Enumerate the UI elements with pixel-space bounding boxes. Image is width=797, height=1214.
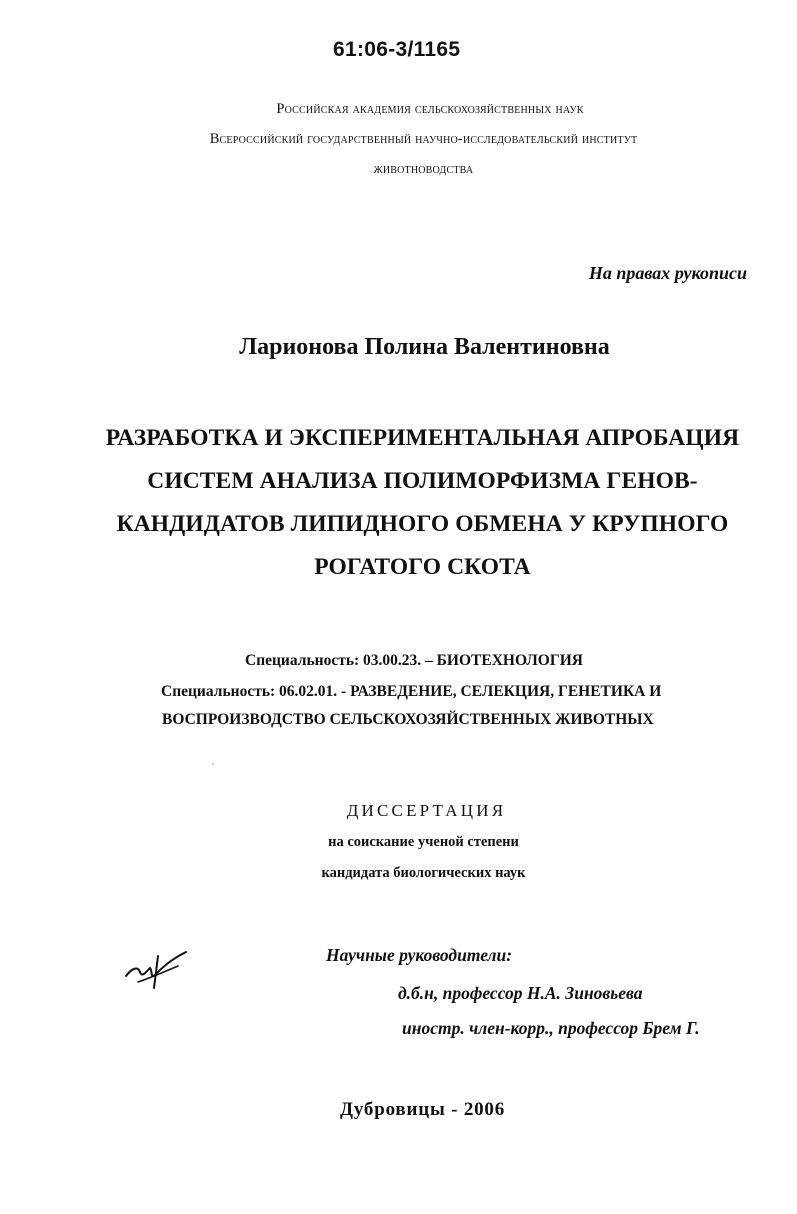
- institution-line-3: животноводства: [373, 161, 474, 177]
- title-line-4: РОГАТОГО СКОТА: [314, 554, 531, 580]
- specialty-line-1: Специальность: 03.00.23. – БИОТЕХНОЛОГИЯ: [245, 652, 583, 669]
- degree-line-1: на соискание ученой степени: [328, 834, 519, 850]
- degree-line-2: кандидата биологических наук: [321, 865, 526, 881]
- place-year: Дубровицы - 2006: [340, 1099, 506, 1120]
- thesis-title: [0, 417, 797, 589]
- title-line-2: СИСТЕМ АНАЛИЗА ПОЛИМОРФИЗМА ГЕНОВ-: [147, 468, 698, 494]
- supervisors-heading: Научные руководители:: [326, 945, 513, 965]
- scan-speck: [212, 763, 214, 765]
- supervisor-2: иностр. член-корр., профессор Брем Г.: [402, 1018, 700, 1038]
- handwritten-signature: [120, 942, 200, 992]
- shelfmark: 61:06-3/1165: [333, 38, 461, 61]
- title-line-3: КАНДИДАТОВ ЛИПИДНОГО ОБМЕНА У КРУПНОГО: [116, 511, 729, 537]
- institution-line-1: Российская академия сельскохозяйственных наук: [276, 101, 584, 117]
- specialty-line-3: ВОСПРОИЗВОДСТВО СЕЛЬСКОХОЗЯЙСТВЕННЫХ ЖИВОТНЫХ: [162, 711, 654, 728]
- institution-line-2: Всероссийский государственный научно-исследовательский институт: [209, 131, 638, 147]
- author-name: Ларионова Полина Валентиновна: [239, 334, 610, 360]
- specialty-line-2: Специальность: 06.02.01. - РАЗВЕДЕНИЕ, СЕЛЕКЦИЯ, ГЕНЕТИКА И: [161, 683, 662, 700]
- document-type: ДИССЕРТАЦИЯ: [346, 801, 507, 820]
- supervisor-1: д.б.н, профессор Н.А. Зиновьева: [398, 983, 643, 1003]
- manuscript-note: На правах рукописи: [588, 263, 747, 283]
- title-line-1: РАЗРАБОТКА И ЭКСПЕРИМЕНТАЛЬНАЯ АПРОБАЦИЯ: [105, 425, 740, 451]
